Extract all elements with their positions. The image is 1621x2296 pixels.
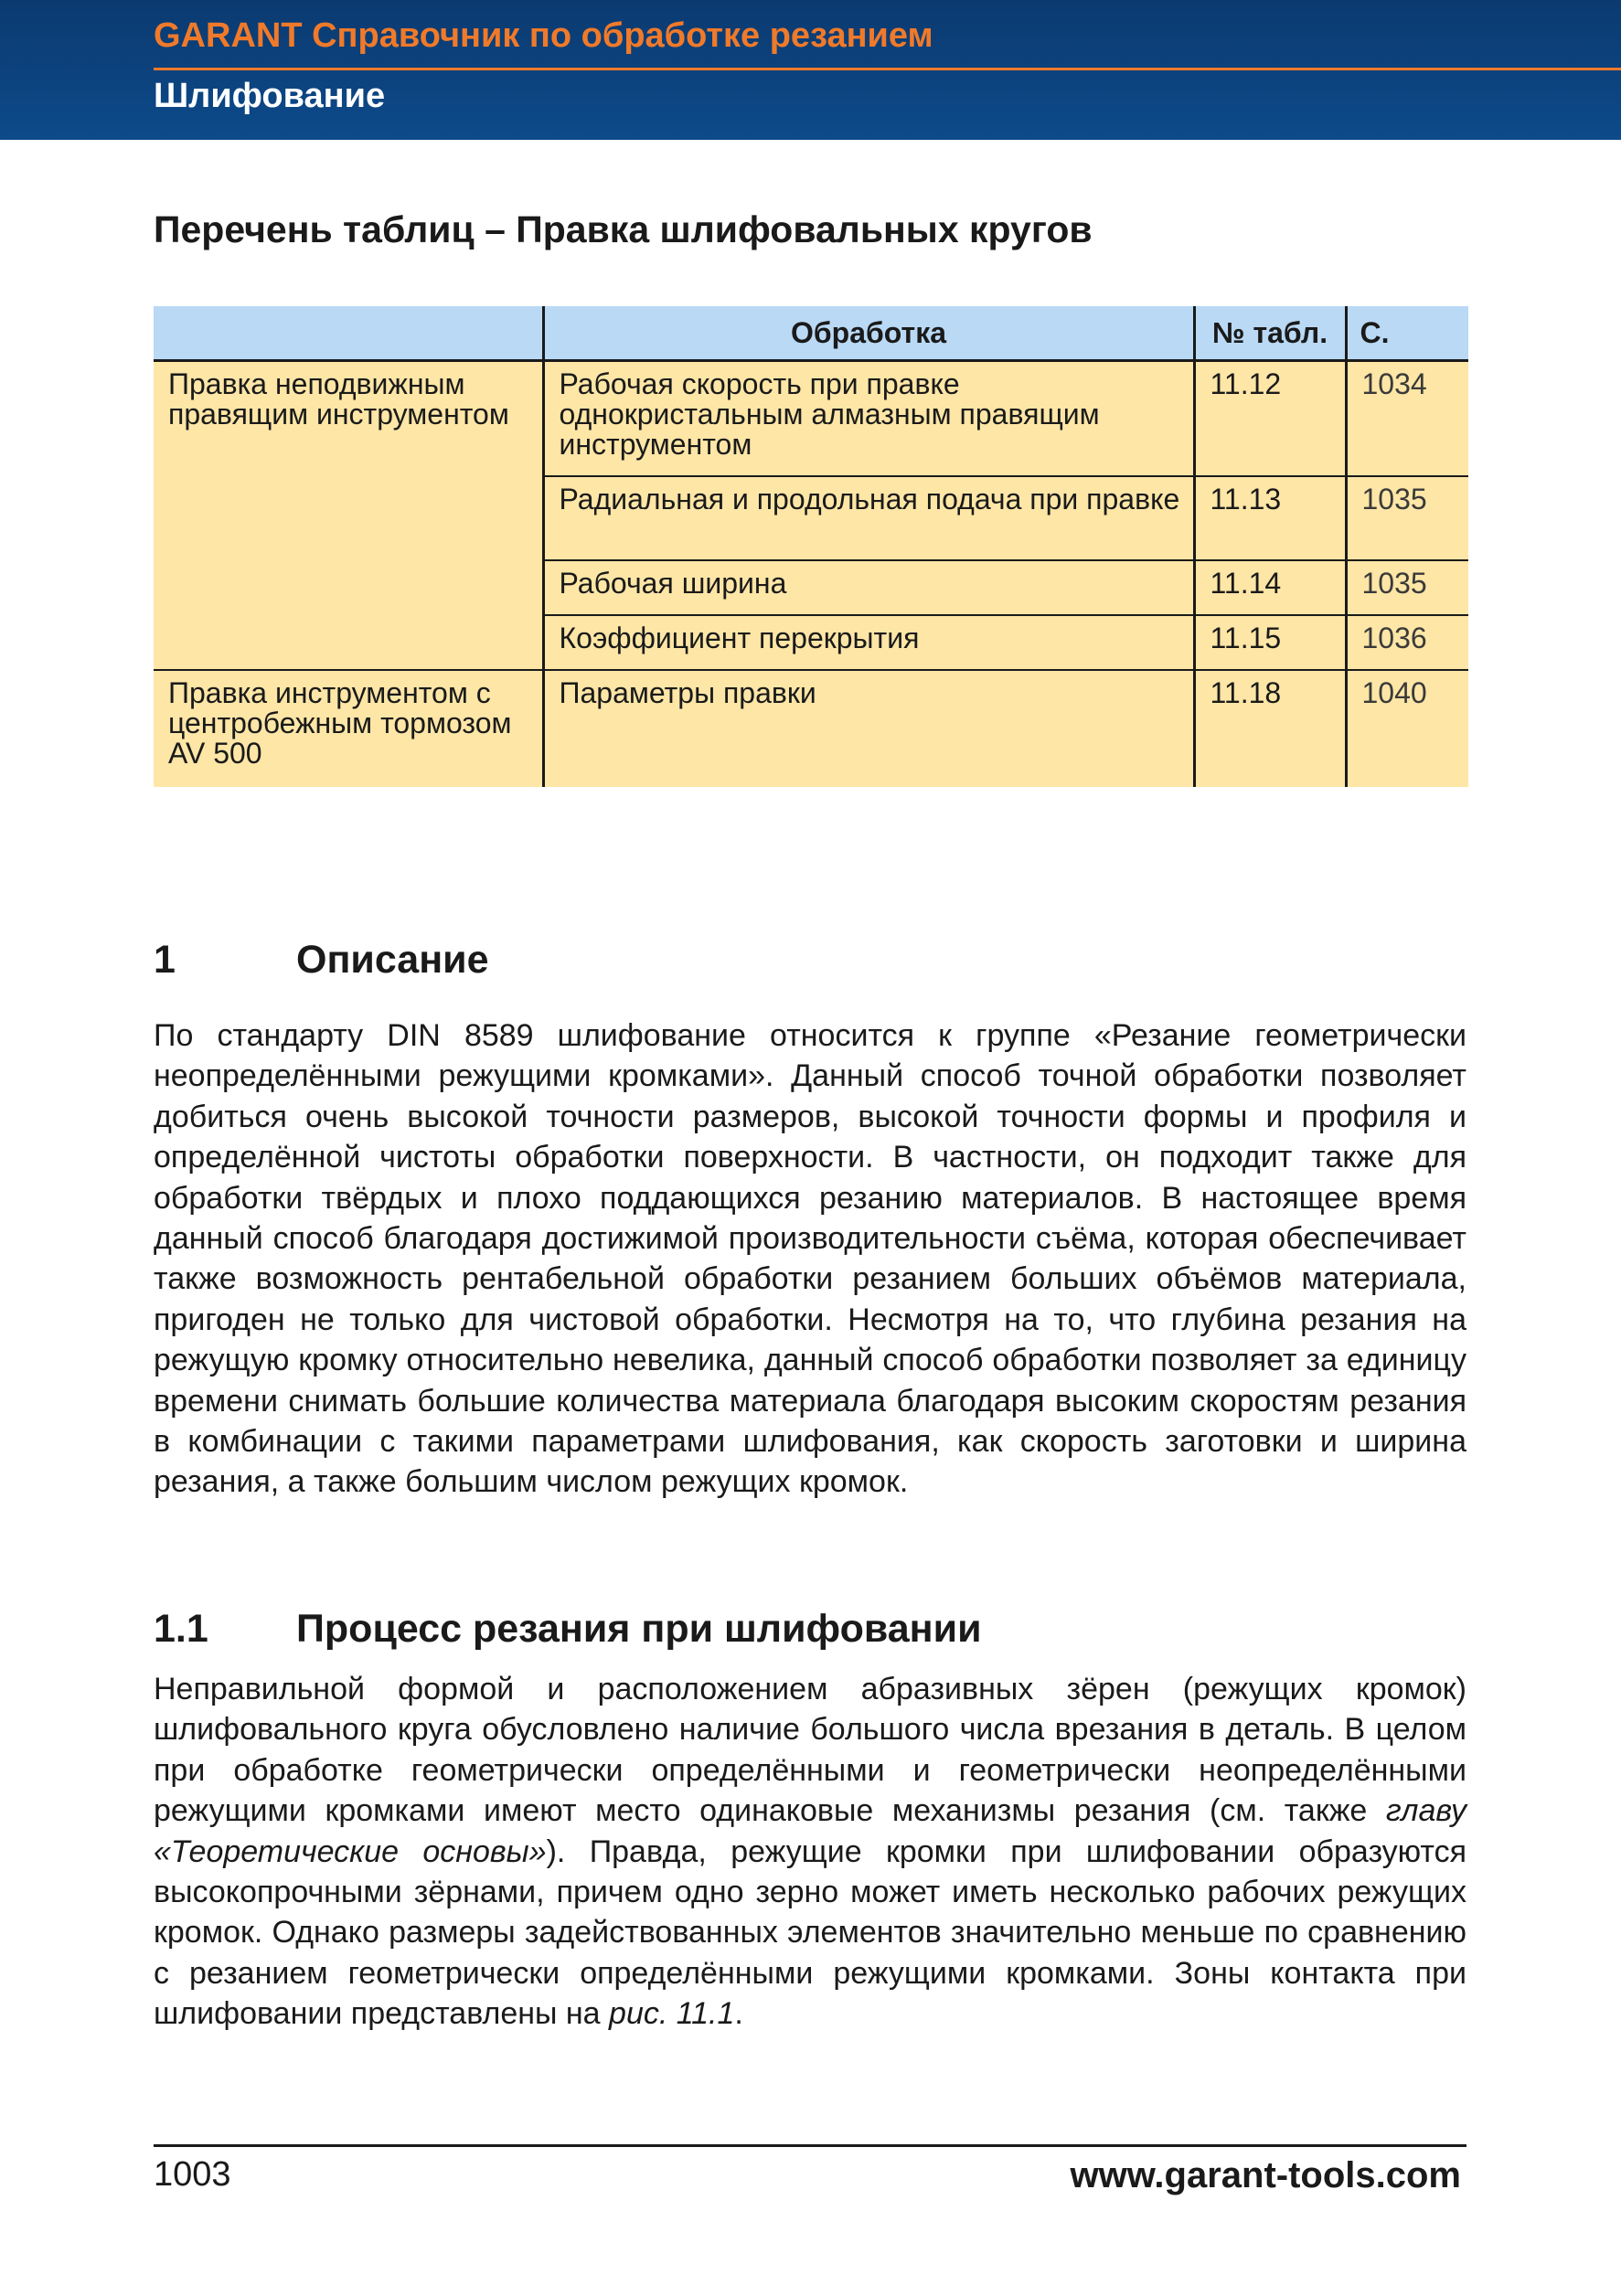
footer-divider	[154, 2144, 1466, 2147]
section-number: 1.1	[154, 1607, 208, 1651]
website-link[interactable]: www.garant-tools.com	[1070, 2155, 1461, 2195]
processing-cell: Радиальная и продольная подача при правке	[543, 476, 1194, 560]
section-cutting-process-text	[154, 1669, 1466, 2035]
figure-reference-link[interactable]: рис. 11.1	[609, 1996, 735, 2032]
column-header-page: С.	[1346, 306, 1468, 361]
paragraph-text: ). Правда, режущие кромки при шлифовании образуются высокопрочными зёрнами, причем одно зерно может иметь несколько рабочих режущих кромок. Однако размеры задействованных элементов значительно меньше по сравнению с резанием геометрически определёнными режущими кромками. Зоны контакта при шлифовании представлены на	[154, 1834, 1467, 2032]
page-number-link[interactable]: 1040	[1346, 670, 1468, 787]
table-list	[154, 306, 1468, 787]
table-row	[154, 670, 1468, 787]
column-header-table-no: № табл.	[1194, 306, 1346, 361]
processing-cell: Параметры правки	[543, 670, 1194, 787]
table-list-title: Перечень таблиц – Правка шлифовальных кругов	[154, 208, 1093, 250]
table-row	[154, 361, 1468, 476]
page-number-link[interactable]: 1036	[1346, 615, 1468, 670]
table-number-link[interactable]: 11.14	[1194, 560, 1346, 615]
paragraph-text: Неправильной формой и расположением абразивных зёрен (режущих кромок) шлифовального круга обусловлено наличие большого числа врезания в деталь. В целом при обработке геометрически определёнными и геометрически неопределёнными режущими кромками имеют место одинаковые механизмы резания (см. также	[154, 1672, 1466, 1829]
paragraph-text: .	[734, 1996, 743, 2032]
table-number-link[interactable]: 11.18	[1194, 670, 1346, 787]
table-number-link[interactable]: 11.13	[1194, 476, 1346, 560]
section-number: 1	[154, 938, 176, 982]
section-title: Описание	[296, 938, 489, 982]
table-number-link[interactable]: 11.12	[1194, 361, 1346, 476]
group-label: Правка инструментом с центробежным тормозом AV 500	[154, 670, 543, 787]
page-number: 1003	[154, 2155, 231, 2194]
processing-cell: Коэффициент перекрытия	[543, 615, 1194, 670]
group-label: Правка неподвижным правящим инструментом	[154, 361, 543, 670]
header-title: GARANT Справочник по обработке резанием	[154, 16, 933, 55]
column-header-group	[154, 306, 543, 361]
header-subtitle: Шлифование	[154, 77, 386, 115]
section-heading-cutting-process	[154, 1607, 982, 1652]
processing-cell: Рабочая скорость при правке однокристальным алмазным правящим инструментом	[543, 361, 1194, 476]
section-title: Процесс резания при шлифовании	[296, 1607, 982, 1651]
table-header-row	[154, 306, 1468, 361]
page-number-link[interactable]: 1034	[1346, 361, 1468, 476]
page-number-link[interactable]: 1035	[1346, 476, 1468, 560]
header-divider	[154, 68, 1621, 70]
processing-cell: Рабочая ширина	[543, 560, 1194, 615]
table-number-link[interactable]: 11.15	[1194, 615, 1346, 670]
section-heading-description	[154, 938, 489, 983]
page-header	[0, 0, 1621, 140]
chapter-reference-link[interactable]: главу «Теоретические основы»	[154, 1793, 1466, 1869]
section-description-text: По стандарту DIN 8589 шлифование относится к группе «Резание геометрически неопределёнными режущими кромками». Данный способ точной обработки позволяет добиться очень высокой точности размеров, высокой точности формы и профиля и определённой чистоты обработки поверхности. В частности, он подходит также для обработки твёрдых и плохо поддающихся резанию материалов. В настоящее время данный способ благодаря достижимой производительности съёма, которая обеспечивает также возможность рентабельной обработки резанием больших объёмов материала, пригоден не только для чистовой обработки. Несмотря на то, что глубина резания на режущую кромку относительно невелика, данный способ обработки позволяет за единицу времени снимать большие количества материала благодаря высоким скоростям резания в комбинации с такими параметрами шлифования, как скорость заготовки и ширина резания, а также большим числом режущих кромок.	[154, 1018, 1466, 1500]
column-header-processing: Обработка	[543, 306, 1194, 361]
page-number-link[interactable]: 1035	[1346, 560, 1468, 615]
